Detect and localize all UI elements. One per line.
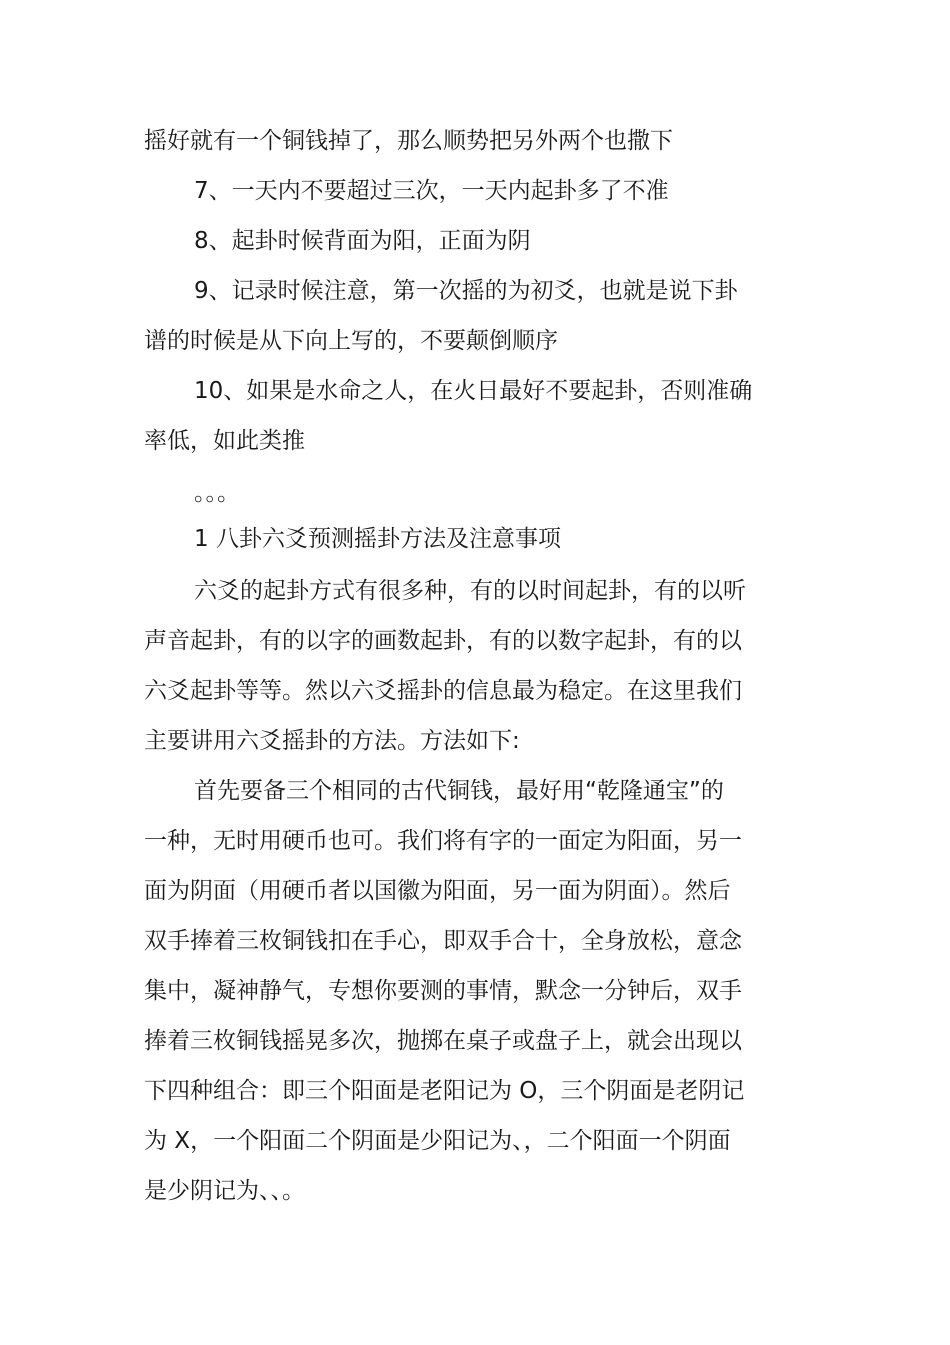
text-line: 声音起卦，有的以字的画数起卦，有的以数字起卦，有的以 bbox=[144, 628, 742, 654]
text-line: 是少阴记为、、。 bbox=[144, 1178, 305, 1204]
text-line: 9、记录时候注意，第一次摇的为初爻，也就是说下卦 bbox=[194, 278, 738, 304]
text-line: 一种，无时用硬币也可。我们将有字的一面定为阳面，另一 bbox=[144, 828, 742, 854]
text-line: 8、起卦时候背面为阳，正面为阴 bbox=[194, 228, 531, 254]
text-line: 谱的时候是从下向上写的，不要颠倒顺序 bbox=[144, 328, 558, 354]
text-line: 双手捧着三枚铜钱扣在手心，即双手合十，全身放松，意念 bbox=[144, 928, 742, 954]
section-heading: 1 八卦六爻预测摇卦方法及注意事项 bbox=[194, 526, 561, 552]
text-line: 为 X，一个阳面二个阴面是少阳记为、，二个阳面一个阴面 bbox=[144, 1128, 731, 1154]
text-line: 首先要备三个相同的古代铜钱，最好用“乾隆通宝”的 bbox=[194, 778, 724, 804]
text-line: 率低，如此类推 bbox=[144, 428, 305, 454]
ellipsis-line: 。。。 bbox=[194, 480, 240, 506]
text-line: 捧着三枚铜钱摇晃多次，抛掷在桌子或盘子上，就会出现以 bbox=[144, 1028, 742, 1054]
text-line: 六爻起卦等等。然以六爻摇卦的信息最为稳定。在这里我们 bbox=[144, 678, 742, 704]
text-line: 面为阴面（用硬币者以国徽为阳面，另一面为阴面）。然后 bbox=[144, 878, 731, 904]
text-line: 六爻的起卦方式有很多种，有的以时间起卦，有的以听 bbox=[194, 578, 746, 604]
text-line: 7、一天内不要超过三次，一天内起卦多了不准 bbox=[194, 178, 669, 204]
text-line: 集中，凝神静气，专想你要测的事情，默念一分钟后，双手 bbox=[144, 978, 742, 1004]
text-line: 摇好就有一个铜钱掉了，那么顺势把另外两个也撒下 bbox=[144, 128, 673, 154]
text-line: 10、如果是水命之人，在火日最好不要起卦，否则准确 bbox=[194, 378, 753, 404]
text-line: 下四种组合：即三个阳面是老阳记为 O，三个阴面是老阴记 bbox=[144, 1078, 745, 1104]
text-line: 主要讲用六爻摇卦的方法。方法如下: bbox=[144, 728, 520, 754]
